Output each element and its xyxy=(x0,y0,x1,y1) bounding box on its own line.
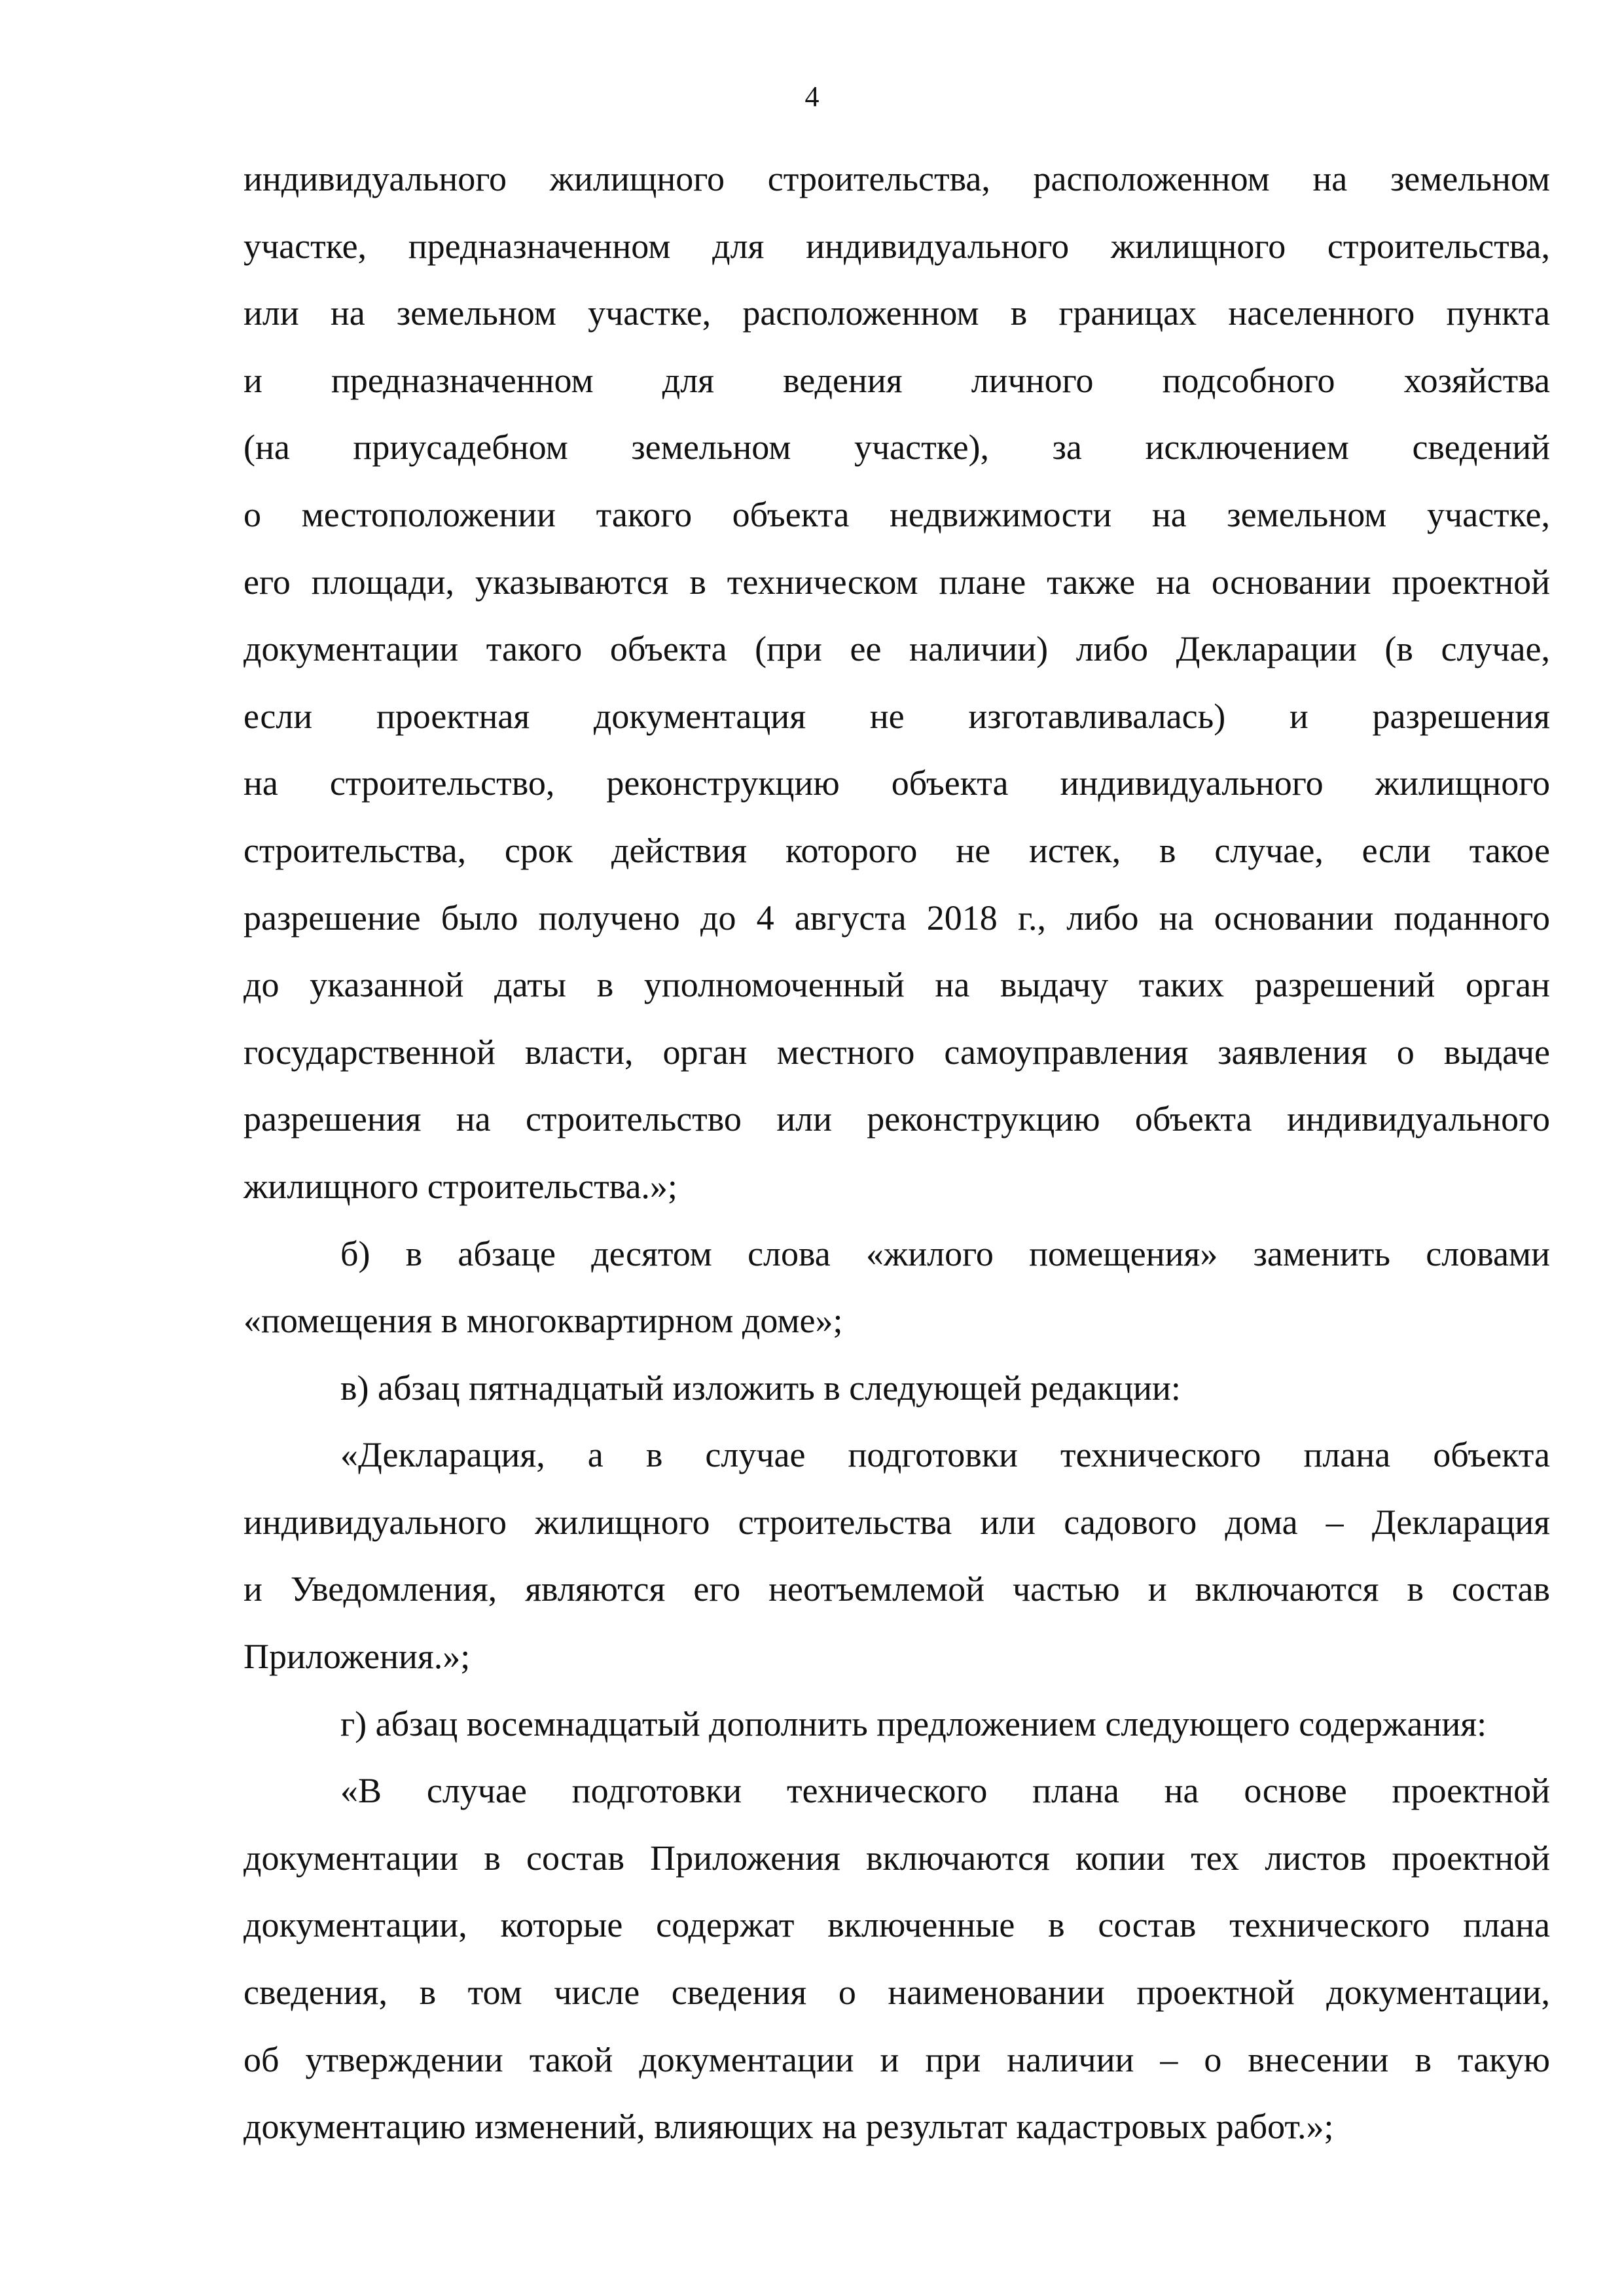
text-line: и Уведомления, являются его неотъемлемой частью и включаются в состав xyxy=(244,1569,1550,1609)
text-line: его площади, указываются в техническом плане также на основании проектной xyxy=(244,562,1550,602)
project-doc-paragraph-first-line: «В случае подготовки технического плана на основе проектной xyxy=(340,1771,1550,1811)
text-line: на строительство, реконструкцию объекта индивидуального жилищного xyxy=(244,763,1550,803)
text-line: строительства, срок действия которого не истек, в случае, если такое xyxy=(244,830,1550,870)
text-line: разрешения на строительство или реконструкцию объекта индивидуального xyxy=(244,1099,1550,1139)
text-line: участке, предназначенном для индивидуального жилищного строительства, xyxy=(244,226,1550,266)
text-line: документации такого объекта (при ее наличии) либо Декларации (в случае, xyxy=(244,629,1550,669)
text-line: о местоположении такого объекта недвижимости на земельном участке, xyxy=(244,494,1550,534)
text-line: жилищного строительства.»; xyxy=(244,1166,677,1206)
text-line: или на земельном участке, расположенном в границах населенного пункта xyxy=(244,293,1550,333)
text-line: до указанной даты в уполномоченный на выдачу таких разрешений орган xyxy=(244,965,1550,1005)
text-line: Приложения.»; xyxy=(244,1637,471,1677)
paragraph-g: г) абзац восемнадцатый дополнить предложением следующего содержания: xyxy=(340,1704,1487,1743)
text-line: государственной власти, орган местного самоуправления заявления о выдаче xyxy=(244,1032,1550,1072)
document-body xyxy=(244,145,1550,2160)
declaration-paragraph-first-line: «Декларация, а в случае подготовки технического плана объекта xyxy=(340,1435,1550,1475)
text-line: документацию изменений, влияющих на результат кадастровых работ.»; xyxy=(244,2107,1334,2147)
text-line: индивидуального жилищного строительства или садового дома – Декларация xyxy=(244,1502,1550,1542)
text-line: и предназначенном для ведения личного подсобного хозяйства xyxy=(244,360,1550,400)
text-line: документации, которые содержат включенные в состав технического плана xyxy=(244,1905,1550,1945)
page-number: 4 xyxy=(804,81,820,113)
text-line: разрешение было получено до 4 августа 2018 г., либо на основании поданного xyxy=(244,898,1550,938)
text-line: индивидуального жилищного строительства, расположенном на земельном xyxy=(244,159,1550,198)
text-line: «помещения в многоквартирном доме»; xyxy=(244,1301,843,1341)
paragraph-v: в) абзац пятнадцатый изложить в следующей редакции: xyxy=(340,1368,1181,1408)
text-line: документации в состав Приложения включаются копии тех листов проектной xyxy=(244,1838,1550,1878)
text-line: об утверждении такой документации и при наличии – о внесении в такую xyxy=(244,2039,1550,2079)
text-line: сведения, в том числе сведения о наименовании проектной документации, xyxy=(244,1973,1550,2013)
text-line: если проектная документация не изготавливалась) и разрешения xyxy=(244,696,1550,736)
text-line: (на приусадебном земельном участке), за исключением сведений xyxy=(244,428,1550,467)
paragraph-b-first-line: б) в абзаце десятом слова «жилого помещения» заменить словами xyxy=(340,1233,1550,1273)
